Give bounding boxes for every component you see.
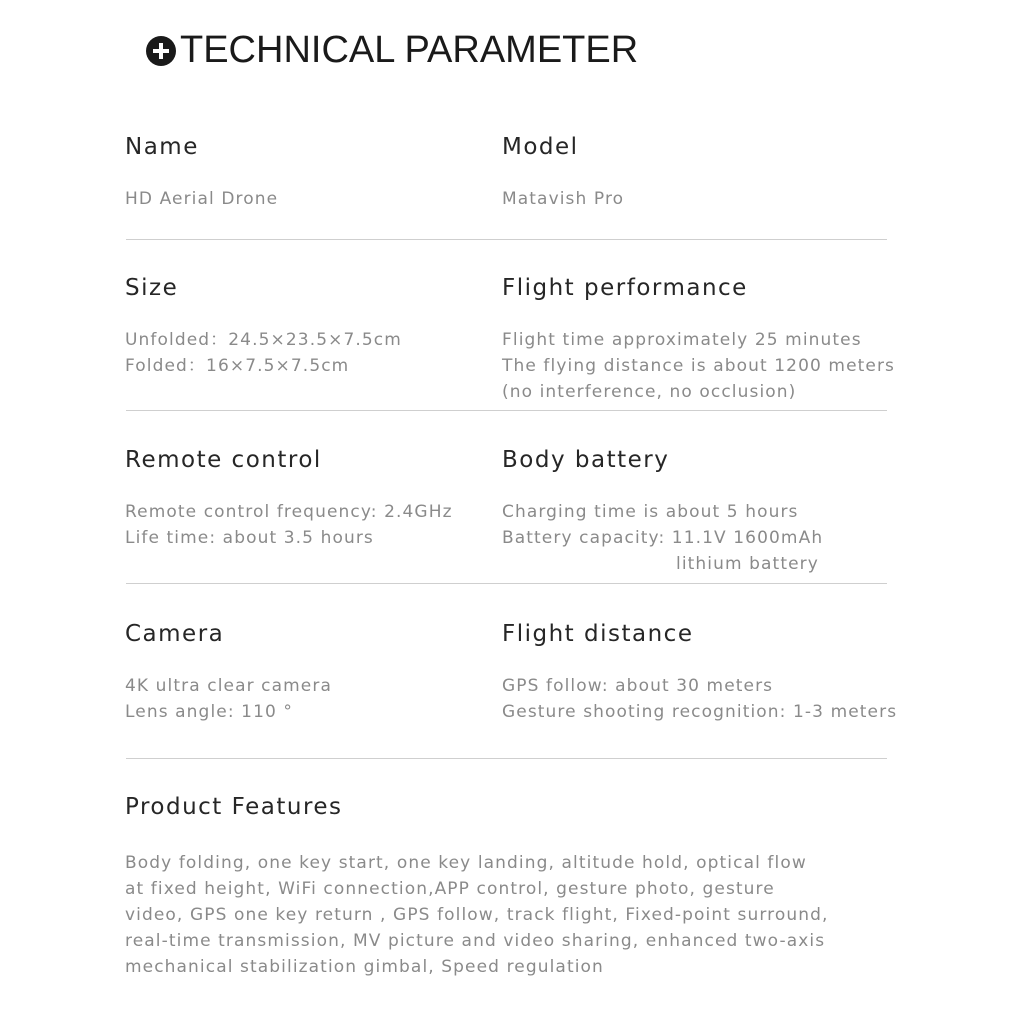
spec-flight-distance [502, 619, 982, 725]
spec-heading: Body battery [502, 447, 670, 473]
spec-value: lithium battery [676, 554, 819, 574]
spec-value: 4K ultra clear camera [125, 676, 332, 696]
divider [126, 583, 887, 584]
spec-value: HD Aerial Drone [125, 189, 279, 209]
spec-size [125, 273, 495, 379]
spec-value: Remote control frequency: 2.4GHz [125, 502, 453, 522]
divider [126, 758, 887, 759]
spec-remote-control [125, 445, 495, 551]
page-title: TECHNICAL PARAMETER [180, 29, 639, 71]
features-line: video, GPS one key return , GPS follow, track flight, Fixed-point surround, [125, 905, 829, 925]
plus-circle-icon [146, 36, 176, 66]
features-line: at fixed height, WiFi connection,APP control, gesture photo, gesture [125, 879, 775, 899]
spec-value: (no interference, no occlusion) [502, 382, 797, 402]
spec-heading: Size [125, 275, 179, 301]
spec-value: Unfolded：24.5×23.5×7.5cm [125, 330, 402, 350]
spec-flight-performance [502, 273, 982, 405]
spec-heading: Camera [125, 621, 225, 647]
spec-value: Battery capacity: 11.1V 1600mAh [502, 528, 824, 548]
spec-camera [125, 619, 495, 725]
divider [126, 410, 887, 411]
spec-value: Gesture shooting recognition: 1-3 meters [502, 702, 898, 722]
spec-value: Life time: about 3.5 hours [125, 528, 374, 548]
spec-heading: Name [125, 134, 199, 160]
spec-value: Charging time is about 5 hours [502, 502, 799, 522]
spec-heading: Flight distance [502, 621, 694, 647]
divider [126, 239, 887, 240]
spec-value: Folded：16×7.5×7.5cm [125, 356, 350, 376]
features-line: real-time transmission, MV picture and video sharing, enhanced two-axis [125, 931, 826, 951]
features-line: Body folding, one key start, one key landing, altitude hold, optical flow [125, 853, 807, 873]
spec-value: Matavish Pro [502, 189, 625, 209]
spec-value: The flying distance is about 1200 meters [502, 356, 896, 376]
spec-model [502, 132, 982, 212]
spec-heading: Model [502, 134, 579, 160]
product-features [125, 792, 885, 980]
features-line: mechanical stabilization gimbal, Speed regulation [125, 957, 604, 977]
spec-name [125, 132, 495, 212]
features-heading: Product Features [125, 794, 343, 820]
page-header [146, 28, 638, 72]
spec-body-battery [502, 445, 982, 577]
spec-value: GPS follow: about 30 meters [502, 676, 774, 696]
spec-heading: Flight performance [502, 275, 748, 301]
spec-value: Flight time approximately 25 minutes [502, 330, 862, 350]
spec-value: Lens angle: 110 ° [125, 702, 294, 722]
spec-heading: Remote control [125, 447, 322, 473]
